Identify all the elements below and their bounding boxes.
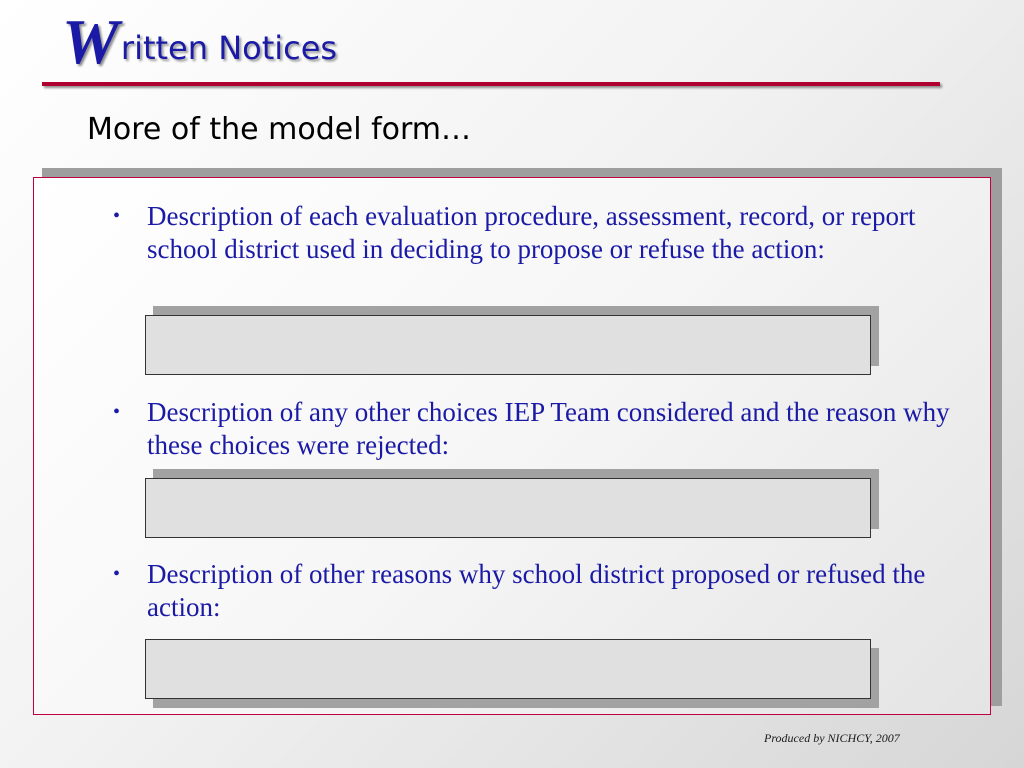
bullet-icon: • (113, 205, 121, 227)
form-item-other-reasons (113, 558, 953, 624)
slide-title (62, 6, 338, 77)
other-choices-field[interactable] (145, 478, 871, 538)
form-item-other-choices (113, 396, 953, 462)
form-item-label: Description of any other choices IEP Team considered and the reason why these choices were rejected: (147, 397, 950, 460)
slide-subtitle: More of the model form… (87, 112, 472, 147)
procedures-field[interactable] (145, 315, 871, 375)
footer-credit: Produced by NICHCY, 2007 (764, 731, 900, 745)
title-initial: W (62, 6, 119, 77)
title-text: ritten Notices (120, 29, 338, 67)
bullet-icon: • (113, 563, 121, 585)
other-reasons-field[interactable] (145, 639, 871, 699)
form-item-procedures (113, 200, 953, 266)
form-item-label: Description of each evaluation procedure, assessment, record, or report school district used in deciding to propose or refuse the action: (147, 201, 916, 264)
form-item-label: Description of other reasons why school district proposed or refused the action: (147, 559, 926, 622)
bullet-icon: • (113, 401, 121, 423)
title-underline (42, 82, 940, 86)
